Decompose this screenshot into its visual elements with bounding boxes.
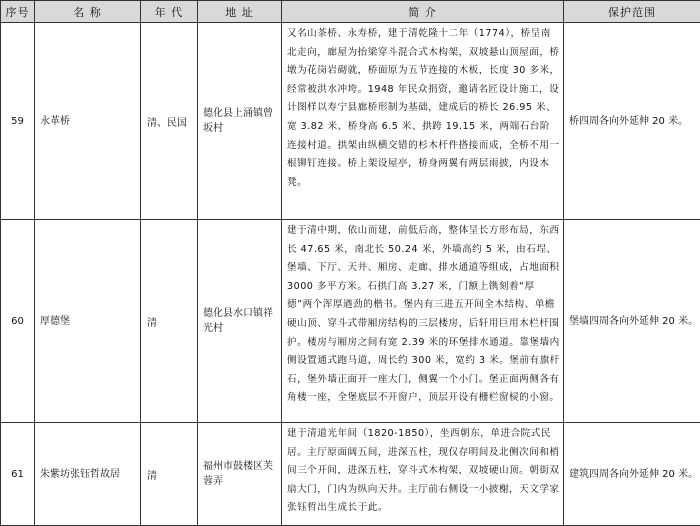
table-row xyxy=(1,220,700,423)
header-description: 简 介 xyxy=(282,1,564,23)
site-description: 建于清道光年间（1820-1850），坐西朝东，单进合院式民居。主厅原面阔五间，进深五柱，现仅存明间及北侧次间和梢间三个开间，进深五柱，穿斗式木构架，双坡硬山顶。朝街双扇大门，门内为纵向天井。主厅前右侧设一小披榭，天文学家张钰哲出生成长于此。 xyxy=(282,423,564,526)
site-description: 建于清中期，依山而建，前低后高，整体呈长方形布局，东西长 47.65 米，南北长 50.24 米，外墙高约 5 米，由石埕、堡墙、下厅、天井、厢房、走廊、排水通道等组成，占地面积 3000 多平方米。石拱门高 3.27 米，门额上镌刻着“厚德”两个浑厚遒劲的楷书。堡内有三进五开间全木结构、单檐硬山顶、穿斗式带厢房结构的三层楼房，后轩用巨用木栏杆围护。楼房与厢房之间有宽 2.39 米的环堡排水通道。靠堡墙内侧设置通式跑马道，周长约 300 米，宽约 3 米。堡前有旗杆石，堡外墙正面开一座大门，侧翼一个小门。堡正面两侧各有角楼一座，全堡底层不开窗户，顶层开设有栅栏窗棂的小窗。 xyxy=(282,220,564,423)
header-protection-scope: 保护范围 xyxy=(564,1,700,23)
site-era: 清、民国 xyxy=(141,23,198,220)
row-number: 61 xyxy=(1,423,35,526)
protection-scope: 堡墙四周各向外延伸 20 米。 xyxy=(564,220,700,423)
table-row xyxy=(1,423,700,526)
header-era: 年 代 xyxy=(141,1,198,23)
site-name: 朱紫坊张钰哲故居 xyxy=(35,423,141,526)
site-address: 德化县上涌镇曾坂村 xyxy=(198,23,282,220)
site-description: 又名山茶桥、永寿桥，建于清乾隆十二年（1774），桥呈南北走向，廊屋为抬梁穿斗混合式木构架，双坡悬山顶屋面，桥墩为花岗岩砌就，桥面原为五节连接的木板，长度 30 多米，经常被洪水冲垮。1948 年民众捐资，邀请名匠设计施工，设计图样以寿宁县廊桥形制为基础，建成后的桥长 26.95 米、宽 3.82 米、桥身高 6.5 米、拱跨 19.15 米，两端石台阶连接村道。拱架由纵横交错的杉木杆件搭接而成，全桥不用一根铆钉连接。桥上架设屋亭，桥身两翼有两层雨披，内设木凳。 xyxy=(282,23,564,220)
table-row xyxy=(1,23,700,220)
header-name: 名 称 xyxy=(35,1,141,23)
protection-scope: 建筑四周各向外延伸 20 米。 xyxy=(564,423,700,526)
site-era: 清 xyxy=(141,423,198,526)
site-name: 永革桥 xyxy=(35,23,141,220)
row-number: 60 xyxy=(1,220,35,423)
header-number: 序号 xyxy=(1,1,35,23)
header-address: 地 址 xyxy=(198,1,282,23)
site-address: 福州市鼓楼区芙蓉弄 xyxy=(198,423,282,526)
site-name: 厚德堡 xyxy=(35,220,141,423)
table-header-row xyxy=(1,1,700,23)
site-era: 清 xyxy=(141,220,198,423)
site-address: 德化县水口镇祥光村 xyxy=(198,220,282,423)
row-number: 59 xyxy=(1,23,35,220)
protection-scope: 桥四周各向外延伸 20 米。 xyxy=(564,23,700,220)
